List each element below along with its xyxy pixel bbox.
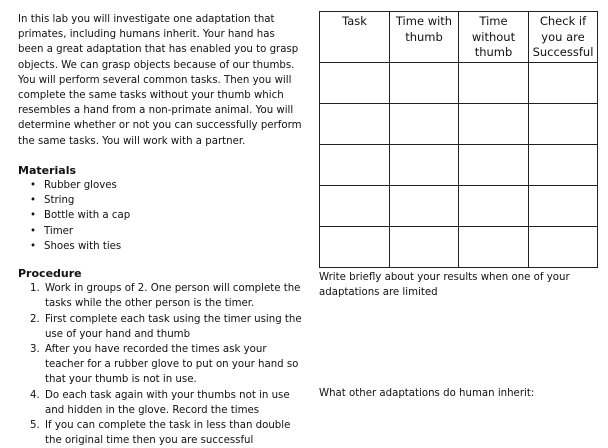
table-cell[interactable] (320, 227, 390, 268)
table-cell[interactable] (529, 227, 598, 268)
header-time-with-thumb: Time with thumb (390, 12, 459, 63)
table-row (320, 145, 598, 186)
table-header-row (320, 12, 598, 63)
table-cell[interactable] (390, 145, 459, 186)
table-cell[interactable] (390, 104, 459, 145)
step-text: If you can complete the task in less than double the original time then you are successful (45, 420, 291, 447)
step-number: 3. (30, 344, 40, 356)
table-cell[interactable] (529, 104, 598, 145)
intro-paragraph: In this lab you will investigate one adaptation that primates, including humans inherit. Your hand has been a great adaptation that has enabled you to grasp objects. We can grasp objects because of our thumbs. You will perform several common tasks. Then you will complete the same tasks without your thumb which resembles a hand from a non-primate animal. You will determine whether or not you can successfully perform the same tasks. You will work with a partner. (18, 14, 302, 147)
list-item (30, 342, 303, 388)
table-cell[interactable] (320, 145, 390, 186)
table-cell[interactable] (529, 145, 598, 186)
table-cell[interactable] (529, 186, 598, 227)
table-row (320, 104, 598, 145)
bullet-icon: • (30, 240, 37, 252)
results-table (319, 11, 598, 268)
list-item (30, 239, 303, 254)
header-check-successful: Check if you are Successful (529, 12, 598, 63)
material-label: Shoes with ties (44, 240, 122, 252)
table-cell[interactable] (529, 63, 598, 104)
results-column (319, 11, 597, 399)
bullet-icon: • (30, 180, 37, 192)
bullet-icon: • (30, 195, 37, 207)
list-item (30, 281, 303, 311)
materials-heading: Materials (18, 163, 77, 177)
list-item (30, 208, 303, 223)
list-item (30, 418, 303, 448)
bullet-icon: • (30, 210, 37, 222)
table-row (320, 63, 598, 104)
procedure-heading: Procedure (18, 267, 82, 281)
inherit-prompt: What other adaptations do human inherit: (319, 388, 535, 399)
header-time-without-thumb: Time without thumb (459, 12, 529, 63)
list-item (30, 178, 303, 193)
list-item (30, 388, 303, 418)
step-text: After you have recorded the times ask your teacher for a rubber glove to put on your hand so that your thumb is not in use. (45, 344, 299, 386)
list-item (30, 224, 303, 239)
step-text: Work in groups of 2. One person will complete the tasks while the other person is the timer. (45, 283, 301, 310)
step-number: 5. (30, 420, 40, 432)
procedure-list (18, 281, 303, 448)
table-cell[interactable] (390, 186, 459, 227)
list-item (30, 312, 303, 342)
step-number: 1. (30, 283, 40, 295)
material-label: Bottle with a cap (44, 210, 131, 222)
material-label: Rubber gloves (44, 180, 117, 192)
table-cell[interactable] (459, 227, 529, 268)
materials-list (18, 178, 303, 254)
header-task: Task (320, 12, 390, 63)
table-cell[interactable] (390, 227, 459, 268)
table-cell[interactable] (459, 63, 529, 104)
table-cell[interactable] (459, 186, 529, 227)
list-item (30, 193, 303, 208)
step-number: 4. (30, 389, 40, 401)
table-cell[interactable] (320, 104, 390, 145)
table-cell[interactable] (459, 145, 529, 186)
material-label: String (44, 195, 75, 207)
table-cell[interactable] (320, 186, 390, 227)
bullet-icon: • (30, 225, 37, 237)
table-cell[interactable] (459, 104, 529, 145)
material-label: Timer (44, 225, 74, 237)
step-text: First complete each task using the timer using the use of your hand and thumb (45, 313, 302, 340)
step-number: 2. (30, 313, 40, 325)
results-prompt: Write briefly about your results when one of your adaptations are limited (319, 272, 570, 299)
step-text: Do each task again with your thumbs not in use and hidden in the glove. Record the times (45, 389, 290, 416)
table-cell[interactable] (390, 63, 459, 104)
table-row (320, 186, 598, 227)
table-cell[interactable] (320, 63, 390, 104)
instructions-column (18, 12, 303, 448)
table-row (320, 227, 598, 268)
